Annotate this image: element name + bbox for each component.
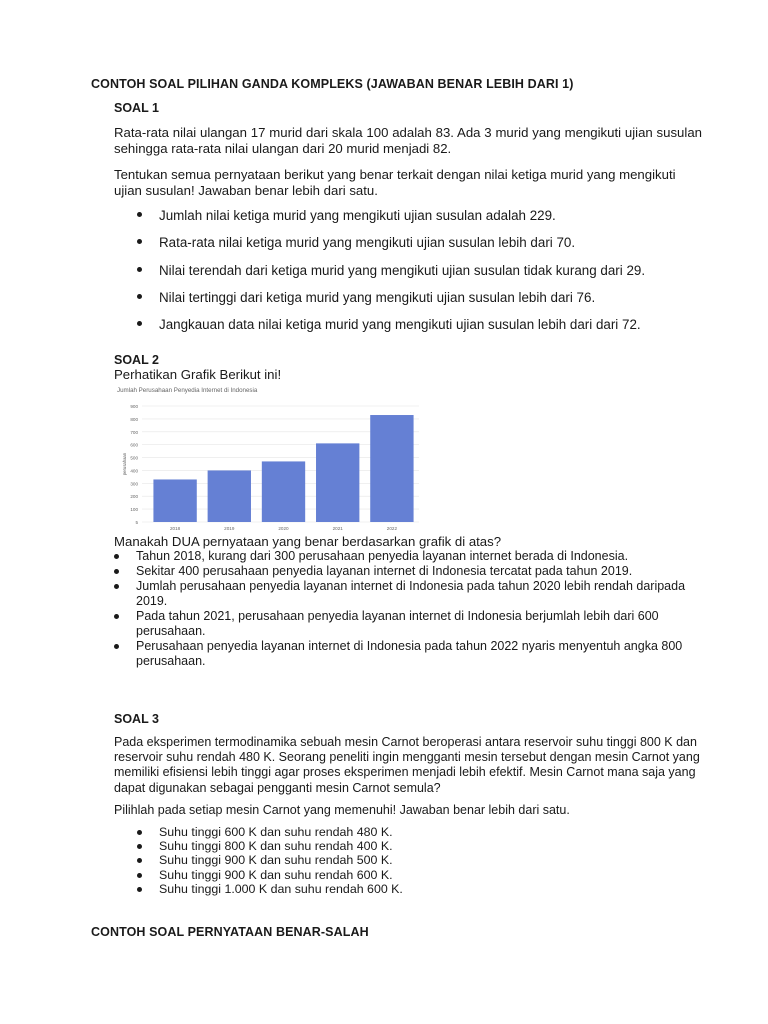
soal2-option: Jumlah perusahaan penyedia layanan internet di Indonesia pada tahun 2020 lebih rendah daripada 2019. bbox=[136, 579, 696, 609]
bullet-icon bbox=[114, 614, 119, 619]
soal1-heading: SOAL 1 bbox=[114, 101, 159, 115]
y-tick-label: 100 bbox=[130, 507, 138, 513]
soal2-heading: SOAL 2 bbox=[114, 353, 159, 367]
bullet-icon bbox=[137, 830, 142, 835]
bullet-icon bbox=[137, 267, 142, 272]
soal2-question: Manakah DUA pernyataan yang benar berdasarkan grafik di atas? bbox=[114, 534, 502, 549]
soal1-option: Nilai terendah dari ketiga murid yang mengikuti ujian susulan tidak kurang dari 29. bbox=[159, 262, 719, 289]
y-tick-label: 300 bbox=[130, 481, 138, 487]
bar-2019 bbox=[208, 470, 251, 522]
y-axis-label: perusahaan bbox=[122, 452, 127, 476]
bullet-icon bbox=[137, 239, 142, 244]
bullet-icon bbox=[114, 584, 119, 589]
x-tick-label: 2022 bbox=[386, 526, 398, 531]
bar-2022 bbox=[370, 415, 413, 522]
x-tick-label: 2020 bbox=[278, 526, 289, 531]
soal2-option: Pada tahun 2021, perusahaan penyedia layanan internet di Indonesia berjumlah lebih dari 600 perusahaan. bbox=[136, 609, 696, 639]
y-tick-label: 900 bbox=[130, 404, 138, 409]
soal3-heading: SOAL 3 bbox=[114, 712, 159, 726]
bullet-icon bbox=[114, 554, 119, 559]
x-tick-label: 2019 bbox=[224, 526, 235, 531]
soal2-options bbox=[136, 549, 696, 669]
bar-chart-svg bbox=[114, 384, 424, 534]
y-tick-label: 500 bbox=[130, 455, 138, 461]
bar-2018 bbox=[153, 479, 196, 522]
bullet-icon bbox=[137, 887, 142, 892]
section-title-benar-salah: CONTOH SOAL PERNYATAAN BENAR-SALAH bbox=[91, 925, 369, 939]
soal3-option: Suhu tinggi 900 K dan suhu rendah 600 K. bbox=[159, 868, 699, 882]
soal1-options bbox=[159, 207, 719, 343]
y-tick-label: 700 bbox=[130, 429, 138, 435]
bullet-icon bbox=[137, 212, 142, 217]
soal1-paragraph-1: Rata-rata nilai ulangan 17 murid dari skala 100 adalah 83. Ada 3 murid yang mengikuti ujian susulan sehingga rata-rata nilai ulangan dari 20 murid menjadi 82. bbox=[114, 125, 702, 156]
y-tick-label: 5 bbox=[135, 520, 138, 525]
bar-chart bbox=[114, 384, 424, 534]
x-tick-label: 2021 bbox=[332, 526, 343, 531]
soal3-option: Suhu tinggi 600 K dan suhu rendah 480 K. bbox=[159, 825, 699, 839]
x-tick-label: 2018 bbox=[169, 526, 181, 531]
soal3-option: Suhu tinggi 800 K dan suhu rendah 400 K. bbox=[159, 839, 699, 853]
chart-title: Jumlah Perusahaan Penyedia Internet di Indonesia bbox=[117, 387, 258, 394]
soal2-option: Sekitar 400 perusahaan penyedia layanan internet di Indonesia tercatat pada tahun 2019. bbox=[136, 564, 696, 579]
y-tick-label: 200 bbox=[130, 494, 138, 500]
soal1-option: Nilai tertinggi dari ketiga murid yang mengikuti ujian susulan lebih dari 76. bbox=[159, 289, 719, 316]
soal2-option: Perusahaan penyedia layanan internet di Indonesia pada tahun 2022 nyaris menyentuh angka 800 perusahaan. bbox=[136, 639, 696, 669]
y-tick-label: 400 bbox=[130, 468, 138, 474]
bullet-icon bbox=[137, 873, 142, 878]
soal3-paragraph-2: Pilihlah pada setiap mesin Carnot yang memenuhi! Jawaban benar lebih dari satu. bbox=[114, 803, 570, 817]
bar-2020 bbox=[262, 461, 305, 522]
y-tick-label: 800 bbox=[130, 416, 138, 422]
bullet-icon bbox=[137, 321, 142, 326]
bullet-icon bbox=[114, 644, 119, 649]
soal2-intro: Perhatikan Grafik Berikut ini! bbox=[114, 367, 282, 382]
soal3-option: Suhu tinggi 1.000 K dan suhu rendah 600 K. bbox=[159, 882, 699, 896]
soal1-option: Jumlah nilai ketiga murid yang mengikuti ujian susulan adalah 229. bbox=[159, 207, 719, 234]
y-tick-label: 600 bbox=[130, 442, 138, 448]
bullet-icon bbox=[137, 294, 142, 299]
soal2-option: Tahun 2018, kurang dari 300 perusahaan penyedia layanan internet berada di Indonesia. bbox=[136, 549, 696, 564]
bullet-icon bbox=[137, 858, 142, 863]
soal1-option: Jangkauan data nilai ketiga murid yang mengikuti ujian susulan lebih dari dari 72. bbox=[159, 316, 719, 343]
bullet-icon bbox=[137, 844, 142, 849]
bullet-icon bbox=[114, 569, 119, 574]
soal3-option: Suhu tinggi 900 K dan suhu rendah 500 K. bbox=[159, 853, 699, 867]
soal1-paragraph-2: Tentukan semua pernyataan berikut yang benar terkait dengan nilai ketiga murid yang mengikuti ujian susulan! Jawaban benar lebih dari satu. bbox=[114, 167, 676, 198]
soal1-option: Rata-rata nilai ketiga murid yang mengikuti ujian susulan lebih dari 70. bbox=[159, 234, 719, 261]
soal3-options bbox=[159, 825, 699, 896]
bar-2021 bbox=[316, 443, 359, 522]
soal3-paragraph-1: Pada eksperimen termodinamika sebuah mesin Carnot beroperasi antara reservoir suhu tinggi 800 K dan reservoir suhu rendah 480 K. Seorang peneliti ingin mengganti mesin tersebut dengan mesin Carnot yang memiliki efisiensi lebih tinggi agar proses eksperimen menjadi lebih efektif. Mesin Carnot mana saja yang dapat digunakan sebagai pengganti mesin Carnot semula? bbox=[114, 735, 700, 795]
section-title-pg-kompleks: CONTOH SOAL PILIHAN GANDA KOMPLEKS (JAWABAN BENAR LEBIH DARI 1) bbox=[91, 77, 574, 91]
